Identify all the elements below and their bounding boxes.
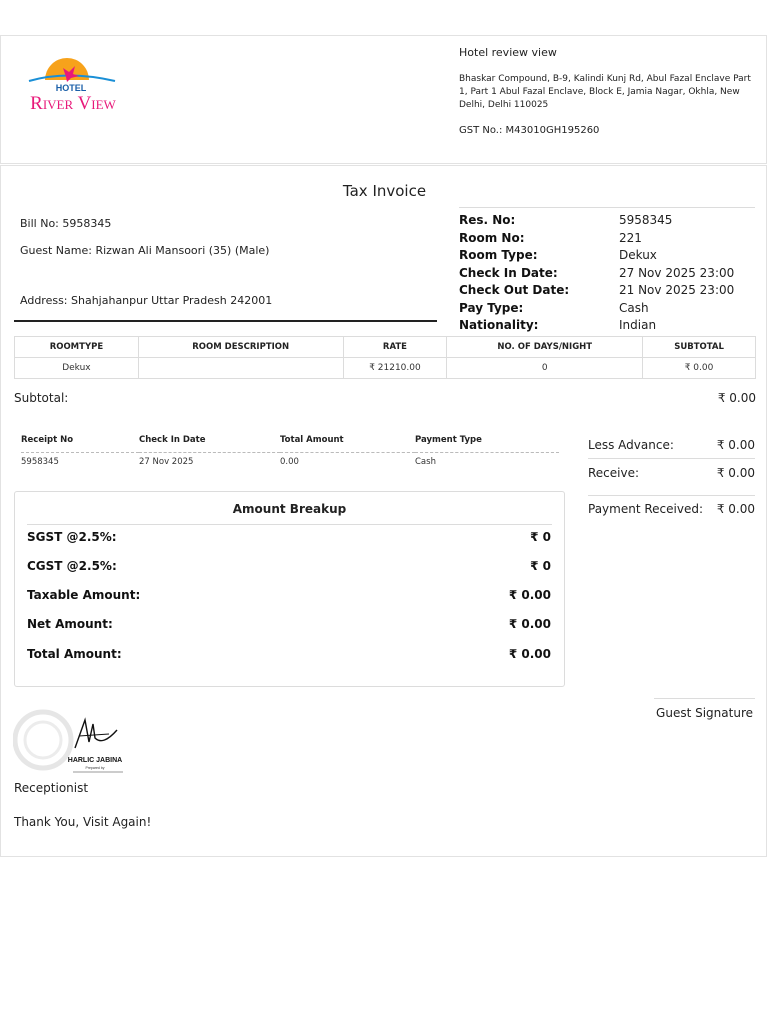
divider	[588, 495, 755, 496]
view-title: Hotel review view	[459, 46, 557, 59]
table-header-row: ROOMTYPE ROOM DESCRIPTION RATE NO. OF DAYS/NIGHT SUBTOTAL	[15, 337, 756, 358]
total-amount-row: Total Amount: ₹ 0.00	[27, 647, 551, 661]
detail-pay-type: Pay Type: Cash	[459, 300, 649, 315]
detail-check-out: Check Out Date: 21 Nov 2025 23:00	[459, 283, 735, 297]
thank-you-message: Thank You, Visit Again!	[14, 815, 152, 829]
detail-room-no: Room No: 221	[459, 230, 642, 245]
hotel-address: Bhaskar Compound, B-9, Kalindi Kunj Rd, Abul Fazal Enclave Part 1, Part 1 Abul Fazal Enclave, Block E, Jamia Nagar, Okhla, New Delhi, Delhi 110025	[459, 74, 751, 110]
bill-number: Bill No: 5958345	[20, 217, 112, 230]
divider	[588, 458, 755, 459]
room-table	[14, 336, 756, 379]
svg-text:HOTEL: HOTEL	[55, 83, 87, 93]
hotel-logo	[15, 54, 135, 114]
svg-text:Prepared by: Prepared by	[85, 766, 105, 770]
detail-nationality: Nationality: Indian	[459, 318, 657, 332]
cgst-row: CGST @2.5%: ₹ 0	[27, 559, 551, 573]
gst-number: GST No.: M43010GH195260	[459, 125, 600, 136]
receive-row: Receive: ₹ 0.00	[588, 466, 755, 480]
taxable-amount-row: Taxable Amount: ₹ 0.00	[27, 588, 551, 602]
invoice-body	[0, 165, 767, 857]
invoice-title: Tax Invoice	[342, 182, 427, 200]
subtotal-row: Subtotal: ₹ 0.00	[14, 391, 756, 405]
payment-received-row: Payment Received: ₹ 0.00	[588, 502, 755, 516]
divider	[459, 207, 755, 208]
table-row: Dekux ₹ 21210.00 0 ₹ 0.00	[15, 358, 756, 379]
guest-address: Address: Shahjahanpur Uttar Pradesh 242001	[20, 294, 273, 307]
detail-room-type: Room Type: Dekux	[459, 248, 657, 262]
amount-breakup-panel	[14, 491, 565, 687]
svg-text:River View: River View	[30, 93, 116, 114]
receptionist-signature-stamp	[13, 706, 128, 778]
sgst-row: SGST @2.5%: ₹ 0	[27, 530, 551, 544]
divider	[27, 524, 552, 525]
net-amount-row: Net Amount: ₹ 0.00	[27, 617, 551, 631]
less-advance-row: Less Advance: ₹ 0.00	[588, 438, 755, 452]
detail-check-in: Check In Date: 27 Nov 2025 23:00	[459, 265, 735, 280]
table-row: 5958345 27 Nov 2025 0.00 Cash	[21, 457, 436, 467]
receptionist-label: Receptionist	[14, 781, 89, 795]
breakup-title: Amount Breakup	[232, 502, 347, 516]
divider	[14, 320, 437, 322]
guest-name: Guest Name: Rizwan Ali Mansoori (35) (Male)	[20, 244, 270, 257]
table-header-row: Receipt No Check In Date Total Amount Payment Type	[21, 432, 559, 453]
detail-res-no: Res. No: 5958345	[459, 213, 673, 227]
hotel-header	[0, 35, 767, 164]
svg-text:HARLIC JABINA: HARLIC JABINA	[67, 757, 123, 764]
signature-line	[654, 698, 755, 699]
receipt-table	[21, 432, 559, 467]
guest-signature-label: Guest Signature	[656, 706, 753, 720]
